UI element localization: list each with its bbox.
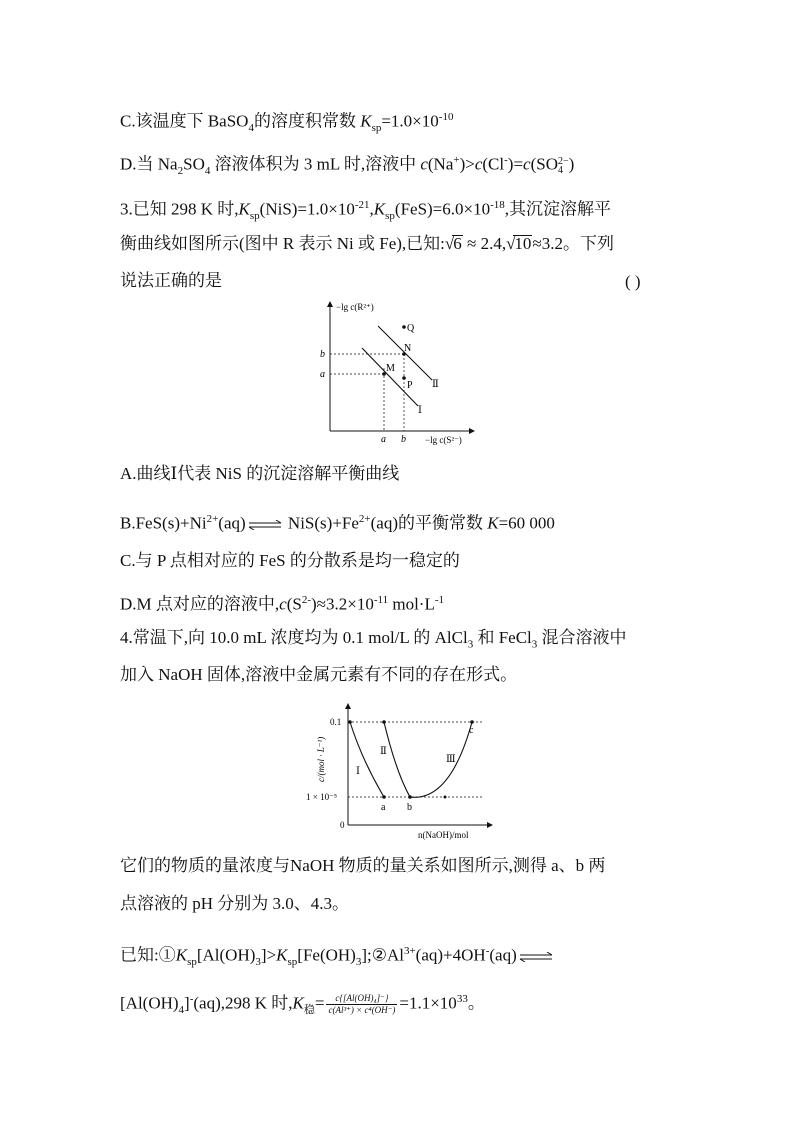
q3-tick-b-x: b <box>401 434 406 445</box>
q3-point-P <box>402 376 406 380</box>
q3-option-b: $B.FeS(s)+Ni^{2+}(aq)$ $NiS(s)+Fe^{2+}(aq)$的平衡常数 K=60 000 <box>120 513 555 533</box>
q4-known-line1: 已知$:①K_{sp}[Al(OH)_3]>K_{sp}[Fe(OH)_3];②Al^{3+}(aq)+4OH^-(aq)$ <box>120 940 555 973</box>
q3-point-Q <box>402 325 406 329</box>
q4-point-c <box>470 720 474 724</box>
q2-option-c: C.该温度下 BaSO$_4$的溶度积常数 $K_{sp}=1.0\times 10^{-10}$ <box>120 111 454 135</box>
q4-y-low: 1 × 10⁻⁵ <box>306 792 337 802</box>
q4-graph <box>300 700 500 842</box>
q3-point-Q-label: Q <box>407 323 415 334</box>
q4-point-a-label: a <box>381 802 386 813</box>
q3-tick-a-x: a <box>381 434 386 445</box>
q3-stem-line2: 衡曲线如图所示(图中 R 表示 Ni 或 Fe),已知:√6 ≈ 2.4,√10≈3.2。下列 <box>120 234 615 253</box>
q3-graph <box>300 296 480 446</box>
q4-point-b-label: b <box>407 802 412 813</box>
q4-stem-line2: 加入 NaOH 固体,溶液中金属元素有不同的存在形式。 <box>120 665 518 684</box>
q4-curve-III-label: Ⅲ <box>446 754 456 765</box>
q4-origin: 0 <box>340 820 345 830</box>
stability-constant-fraction: $\frac{\text{c\{[Al(OH)₄]⁻\}}}{\text{c(Al³⁺) × c⁴(OH⁻)}}$ <box>328 993 396 1016</box>
q4-curve-II-label: Ⅱ <box>380 746 387 757</box>
q4-curve-I <box>350 722 384 797</box>
q3-point-P-label: P <box>407 380 413 391</box>
q3-curve-I-label: Ⅰ <box>418 405 422 416</box>
q4-stem-line3: 它们的物质的量浓度与NaOH 物质的量关系如图所示,测得 a、b 两 <box>120 856 606 875</box>
q4-x-label: n(NaOH)/mol <box>418 830 469 840</box>
q4-curve-III <box>410 722 472 797</box>
q3-option-c: C.与 P 点相对应的 FeS 的分散系是均一稳定的 <box>120 551 460 570</box>
q4-y-label: c/(mol · L⁻¹) <box>316 736 326 782</box>
q3-tick-a-y: a <box>320 369 325 380</box>
equilibrium-arrow-icon <box>248 520 282 530</box>
q3-option-a: A.曲线Ⅰ代表 NiS 的沉淀溶解平衡曲线 <box>120 464 400 483</box>
q3-option-d: D.M 点对应的溶液中$,c(S^{2-})\approx 3.2\times 10^{-11}$ $mol\cdot L^{-1}$ <box>120 594 445 614</box>
q3-stem-line1: 3.已知 298 K 时$,K_{sp}(NiS)=1.0\times 10^{-21},K_{sp}(FeS)=6.0\times 10^{-18}$,其沉淀溶解平 <box>120 199 612 223</box>
q4-point-b <box>408 795 412 799</box>
q3-curve-II-label: Ⅱ <box>432 379 439 390</box>
q4-stem-line1: 4.常温下,向 10.0 mL 浓度均为 0.1 mol/L 的 AlCl$_3$ 和 FeCl$_3$ 混合溶液中 <box>120 628 627 651</box>
equilibrium-arrow-icon <box>519 952 553 962</box>
q4-known-line2: $[Al(OH)_4]^-(aq),298$ K 时$,K_稳=$ $\frac{\text{c\{[Al(OH)₄]⁻\}}}{\text{c(Al³⁺) × c⁴(OH⁻)}}$ $=1.1\times 10^{33}$。 <box>120 993 485 1017</box>
q4-curve-I-label: Ⅰ <box>356 766 360 777</box>
q4-stem-line4: 点溶液的 pH 分别为 3.0、4.3。 <box>120 894 350 913</box>
q4-point-a <box>382 795 386 799</box>
q3-x-label: −lg c(S²⁻) <box>425 435 462 445</box>
q3-y-label: −lg c(R²⁺) <box>336 302 374 312</box>
q4-y-top: 0.1 <box>330 717 342 727</box>
q3-curve-I <box>362 348 418 406</box>
q4-curve-II <box>384 722 410 797</box>
q2-option-d: D.当 $Na_2SO_4$ 溶液体积为 3 mL 时,溶液中 c(Na+)>c(Cl-)=c(SO 2− 4 ) <box>120 154 575 178</box>
q3-stem-line3: 说法正确的是 <box>120 271 222 290</box>
answer-paren: ( ) <box>625 272 641 291</box>
q3-tick-b-y: b <box>320 349 325 360</box>
q3-point-M-label: M <box>386 363 395 374</box>
q4-point-c-label: c <box>469 725 474 736</box>
q3-point-N-label: N <box>404 343 412 354</box>
